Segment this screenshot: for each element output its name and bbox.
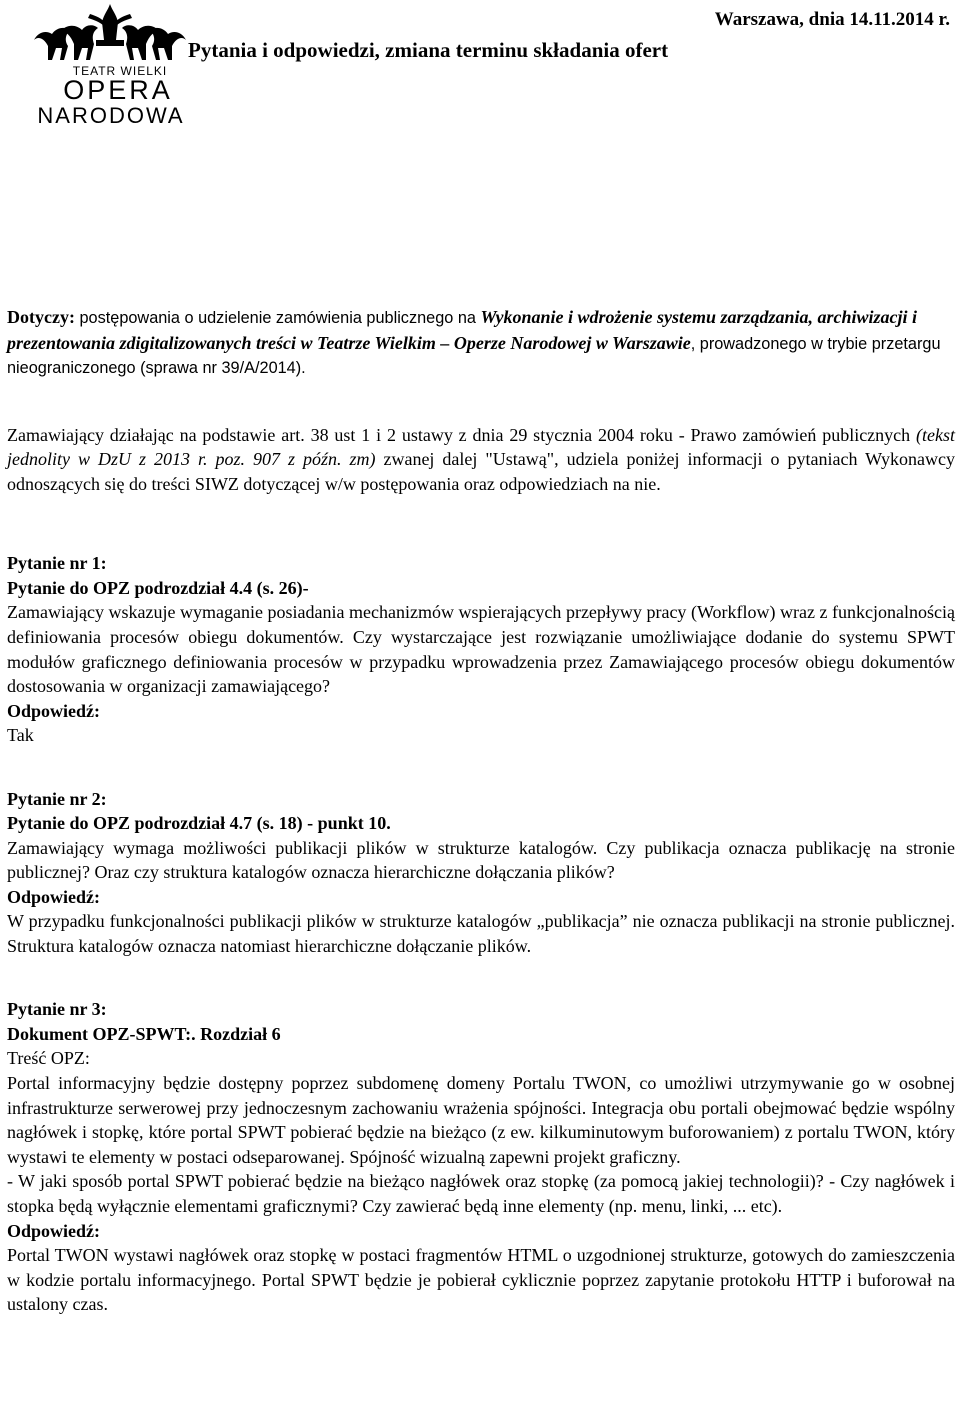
document-date: Warszawa, dnia 14.11.2014 r. xyxy=(714,9,950,30)
q3-answer: Portal TWON wystawi nagłówek oraz stopkę w postaci fragmentów HTML o uzgodnionej strukturze, gotowych do zamieszczenia w kodzie portalu informacyjnego. Portal SPWT będzie je pobierał cyklicznie poprzez zapytanie protokołu HTTP i buforował na ustalony czas. xyxy=(7,1245,955,1315)
zamawiajacy-citation: (tekst jednolity w DzU z 2013 r. poz. 907 z późn. zm) xyxy=(7,424,955,470)
q3-tresc-label: Treść OPZ: xyxy=(7,1048,90,1069)
q1-answer-label: Odpowiedź: xyxy=(7,700,101,721)
dotyczy-paragraph xyxy=(7,305,955,381)
q3-heading: Pytanie nr 3: xyxy=(7,999,107,1020)
dotyczy-label: Dotyczy: xyxy=(7,307,75,327)
logo-line-narodowa: NARODOWA xyxy=(37,103,185,128)
q2-heading: Pytanie nr 2: xyxy=(7,788,107,809)
q2-answer-label: Odpowiedź: xyxy=(7,886,101,907)
q1-answer: Tak xyxy=(7,725,34,746)
logo-line-teatr-wielki: TEATR WIELKI xyxy=(72,64,168,78)
document-body xyxy=(7,305,955,1317)
zamawiajacy-text-2: zwanej dalej "Ustawą", udziela poniżej informacji o pytaniach Wykonawcy odnoszących się do treści SIWZ dotyczącej w/w postępowania oraz odpowiedziach na nie. xyxy=(7,449,955,494)
q3-tresc: Portal informacyjny będzie dostępny poprzez subdomenę domeny Portalu TWON, co umożliwi utrzymywanie go w osobnej infrastrukturze serwerowej przy jednoczesnym zachowaniu wrażenia spójności. Integracja obu portali obejmować będzie wspólny nagłówek i stopkę, które portal SPWT pobierać będzie na bieżąco (z ew. kilkuminutowym buforowaniem) z portalu TWON, który wystawi te elementy w postaci odseparowanej. Spójność wizualną zapewni projekt graficzny. xyxy=(7,1073,955,1167)
q2-subheading: Pytanie do OPZ podrozdział 4.7 (s. 18) - punkt 10. xyxy=(7,813,391,834)
q3-subheading: Dokument OPZ-SPWT:. Rozdział 6 xyxy=(7,1023,281,1044)
quadriga-logo-icon xyxy=(30,0,190,64)
zamawiajacy-paragraph xyxy=(7,423,955,497)
dotyczy-text-1: postępowania o udzielenie zamówienia publicznego na xyxy=(74,309,481,327)
zamawiajacy-text-1: Zamawiający działając na podstawie art. 38 ust 1 i 2 ustawy z dnia 29 stycznia 2004 roku - Prawo zamówień publicznych xyxy=(7,424,917,445)
q3-answer-label: Odpowiedź: xyxy=(7,1220,101,1241)
q3-question: - W jaki sposób portal SPWT pobierać będzie na bieżąco nagłówek oraz stopkę (za pomocą jakiej technologii)? - Czy nagłówek i stopka będą wyłącznie elementami graficznymi? Czy zawierać będą inne elementy (np. menu, linki, ... etc). xyxy=(7,1171,955,1216)
q2-question: Zamawiający wymaga możliwości publikacji plików w strukturze katalogów. Czy publikacja oznacza publikację na stronie publicznej? Oraz czy struktura katalogów oznacza hierarchiczne dołączania plików? xyxy=(7,837,955,883)
opera-logo xyxy=(30,0,190,132)
dotyczy-subject: Wykonanie i wdrożenie systemu zarządzania, archiwizacji i prezentowania zdigitalizowanych treści w Teatrze Wielkim – Operze Narodowej w Warszawie xyxy=(7,307,918,353)
dotyczy-text-2: , prowadzonego w trybie przetargu nieograniczonego (sprawa nr 39/A/2014). xyxy=(7,334,941,378)
q1-question: Zamawiający wskazuje wymaganie posiadania mechanizmów wspierających przepływy pracy (Workflow) wraz z funkcjonalnością definiowania procesów obiegu dokumentów. Czy wystarczające jest rozwiązanie umożliwiające dodanie do systemu SPWT modułów graficznego definiowania procesów w przypadku wprowadzenia przez Zamawiającego procesów obiegu dokumentów dostosowania w organizacji zamawiającego? xyxy=(7,602,955,697)
q1-heading: Pytanie nr 1: xyxy=(7,553,107,574)
q1-subheading: Pytanie do OPZ podrozdział 4.4 (s. 26)- xyxy=(7,577,309,598)
q2-answer: W przypadku funkcjonalności publikacji plików w strukturze katalogów „publikacja” nie oznacza publikacji na stronie publicznej. Struktura katalogów oznacza natomiast hierarchiczne dołączanie plików. xyxy=(7,911,955,957)
document-title: Pytania i odpowiedzi, zmiana terminu składania ofert xyxy=(188,38,669,62)
logo-line-opera: OPERA xyxy=(63,75,173,105)
